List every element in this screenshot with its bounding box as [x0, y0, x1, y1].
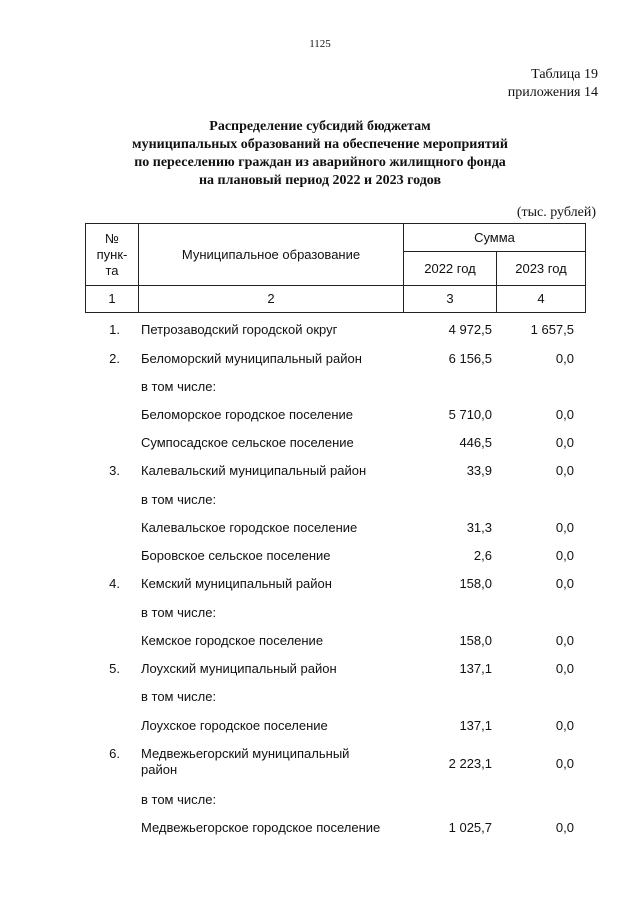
row-municipality: в том числе:	[141, 792, 217, 807]
row-value-2023: 0,0	[555, 463, 574, 478]
row-municipality: в том числе:	[141, 689, 217, 704]
row-value-2022: 6 156,5	[448, 351, 492, 366]
title-line-3: по переселению граждан из аварийного жилищного фонда	[134, 155, 506, 170]
row-value-2022: 158,0	[459, 633, 492, 648]
row-municipality: Кемский муниципальный район	[141, 576, 332, 591]
row-number: 5.	[109, 661, 120, 676]
header-2023-cell: 2023 год	[496, 251, 586, 286]
title-line-1: Распределение субсидий бюджетам	[209, 119, 431, 134]
row-municipality: в том числе:	[141, 379, 217, 394]
title-line-4: на плановый период 2022 и 2023 годов	[198, 173, 442, 188]
row-value-2022: 158,0	[459, 576, 492, 591]
row-number: 4.	[109, 576, 120, 591]
column-number-3: 3	[403, 285, 497, 313]
row-municipality: Беломорский муниципальный район	[141, 351, 362, 366]
row-municipality: Кемское городское поселение	[141, 633, 324, 648]
row-value-2022: 31,3	[466, 520, 492, 535]
column-number-1: 1	[85, 285, 139, 313]
row-municipality: в том числе:	[141, 605, 217, 620]
row-value-2022: 5 710,0	[448, 407, 492, 422]
row-value-2022: 1 025,7	[448, 820, 492, 835]
row-municipality: Петрозаводский городской округ	[141, 322, 338, 337]
header-num-line-1: №	[105, 230, 119, 246]
row-value-2023: 0,0	[555, 351, 574, 366]
row-value-2023: 1 657,5	[530, 322, 574, 337]
title-line-2: муниципальных образований на обеспечение мероприятий	[132, 137, 508, 152]
column-number-2: 2	[138, 285, 404, 313]
row-number: 3.	[109, 463, 120, 478]
column-number-4: 4	[496, 285, 586, 313]
header-2022-cell: 2022 год	[403, 251, 497, 286]
header-sum-cell: Сумма	[403, 223, 586, 252]
row-value-2023: 0,0	[555, 548, 574, 563]
row-value-2022: 2 223,1	[448, 756, 492, 771]
row-value-2022: 2,6	[473, 548, 492, 563]
row-value-2022: 137,1	[459, 661, 492, 676]
page-number: 1125	[309, 38, 331, 50]
header-name-cell: Муниципальное образование	[138, 223, 404, 286]
units-note: (тыс. рублей)	[516, 205, 596, 220]
row-value-2022: 446,5	[459, 435, 492, 450]
row-value-2023: 0,0	[555, 633, 574, 648]
table-reference	[508, 66, 598, 102]
row-municipality: Медвежьегорское городское поселение	[141, 820, 381, 835]
row-municipality: Сумпосадское сельское поселение	[141, 435, 354, 450]
row-municipality: Калевальский муниципальный район	[141, 463, 367, 478]
row-value-2022: 137,1	[459, 718, 492, 733]
row-value-2023: 0,0	[555, 576, 574, 591]
header-num-line-3: та	[105, 262, 119, 278]
row-municipality: Лоухское городское поселение	[141, 718, 328, 733]
row-value-2023: 0,0	[555, 756, 574, 771]
row-number: 6.	[109, 746, 120, 761]
row-value-2023: 0,0	[555, 407, 574, 422]
header-num-line-2: пунк-	[96, 246, 128, 262]
row-value-2023: 0,0	[555, 718, 574, 733]
row-municipality: Боровское сельское поселение	[141, 548, 331, 563]
table-reference-line-2: приложения 14	[507, 85, 598, 100]
document-title	[60, 118, 580, 190]
row-value-2023: 0,0	[555, 661, 574, 676]
row-value-2023: 0,0	[555, 820, 574, 835]
header-num-cell	[85, 223, 139, 286]
table-reference-line-1: Таблица 19	[531, 67, 598, 82]
row-municipality: Калевальское городское поселение	[141, 520, 358, 535]
row-number: 2.	[109, 351, 120, 366]
row-number: 1.	[109, 322, 120, 337]
row-municipality: в том числе:	[141, 492, 217, 507]
table-header	[85, 223, 586, 317]
row-municipality: Беломорское городское поселение	[141, 407, 353, 422]
row-value-2023: 0,0	[555, 520, 574, 535]
row-municipality: Лоухский муниципальный район	[141, 661, 337, 676]
row-value-2023: 0,0	[555, 435, 574, 450]
row-value-2022: 33,9	[466, 463, 492, 478]
row-municipality: Медвежьегорский муниципальный район	[141, 746, 350, 777]
row-value-2022: 4 972,5	[448, 322, 492, 337]
